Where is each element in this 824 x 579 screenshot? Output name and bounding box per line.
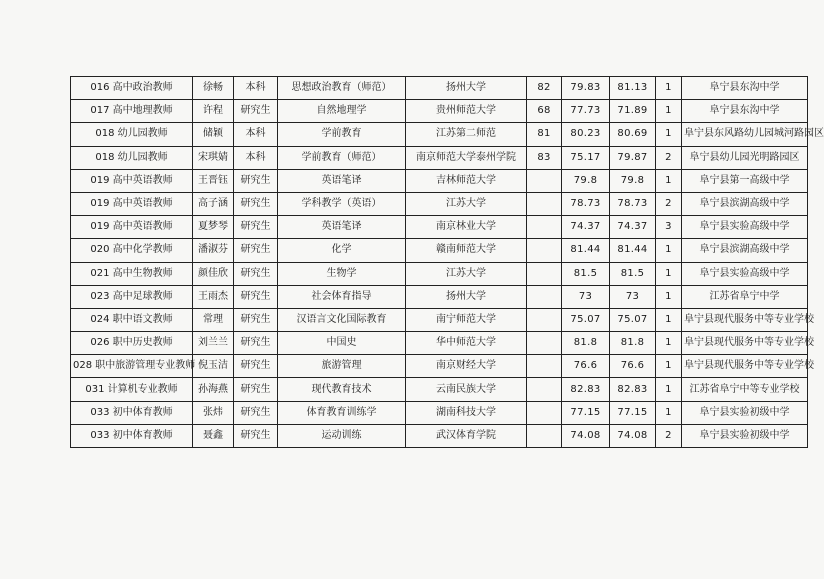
school-cell: 南宁师范大学	[406, 308, 527, 331]
school-cell: 南京财经大学	[406, 355, 527, 378]
degree-cell: 研究生	[234, 192, 278, 215]
written-score-cell: 81	[527, 123, 562, 146]
written-score-cell	[527, 378, 562, 401]
major-cell: 体育教育训练学	[278, 401, 406, 424]
interview-score-cell: 79.8	[562, 169, 610, 192]
written-score-cell: 68	[527, 100, 562, 123]
table-row	[71, 424, 808, 447]
name-cell: 宋琪婧	[193, 146, 234, 169]
major-cell: 现代教育技术	[278, 378, 406, 401]
written-score-cell	[527, 332, 562, 355]
interview-score-cell: 81.8	[562, 332, 610, 355]
assigned-unit-cell: 江苏省阜宁中学	[682, 285, 808, 308]
position-cell: 026 职中历史教师	[71, 332, 193, 355]
rank-cell: 1	[656, 308, 682, 331]
interview-score-cell: 76.6	[562, 355, 610, 378]
interview-score-cell: 77.15	[562, 401, 610, 424]
total-score-cell: 81.5	[610, 262, 656, 285]
degree-cell: 研究生	[234, 100, 278, 123]
name-cell: 张炜	[193, 401, 234, 424]
name-cell: 潘淑芬	[193, 239, 234, 262]
total-score-cell: 80.69	[610, 123, 656, 146]
interview-score-cell: 75.07	[562, 308, 610, 331]
degree-cell: 本科	[234, 123, 278, 146]
interview-score-cell: 74.37	[562, 216, 610, 239]
written-score-cell	[527, 355, 562, 378]
written-score-cell	[527, 169, 562, 192]
assigned-unit-cell: 阜宁县东沟中学	[682, 100, 808, 123]
major-cell: 自然地理学	[278, 100, 406, 123]
school-cell: 扬州大学	[406, 77, 527, 100]
interview-score-cell: 81.44	[562, 239, 610, 262]
table-row	[71, 169, 808, 192]
major-cell: 化学	[278, 239, 406, 262]
degree-cell: 研究生	[234, 262, 278, 285]
written-score-cell	[527, 285, 562, 308]
degree-cell: 研究生	[234, 239, 278, 262]
written-score-cell: 82	[527, 77, 562, 100]
rank-cell: 1	[656, 77, 682, 100]
school-cell: 贵州师范大学	[406, 100, 527, 123]
major-cell: 运动训练	[278, 424, 406, 447]
written-score-cell: 83	[527, 146, 562, 169]
interview-score-cell: 80.23	[562, 123, 610, 146]
major-cell: 英语笔译	[278, 169, 406, 192]
name-cell: 夏梦琴	[193, 216, 234, 239]
table-row	[71, 146, 808, 169]
written-score-cell	[527, 192, 562, 215]
rank-cell: 1	[656, 123, 682, 146]
degree-cell: 研究生	[234, 216, 278, 239]
assigned-unit-cell: 阜宁县幼儿园光明路园区	[682, 146, 808, 169]
position-cell: 019 高中英语教师	[71, 192, 193, 215]
degree-cell: 研究生	[234, 308, 278, 331]
rank-cell: 1	[656, 169, 682, 192]
total-score-cell: 77.15	[610, 401, 656, 424]
interview-score-cell: 79.83	[562, 77, 610, 100]
name-cell: 颜佳欣	[193, 262, 234, 285]
major-cell: 学科教学（英语）	[278, 192, 406, 215]
assigned-unit-cell: 阜宁县现代服务中等专业学校	[682, 355, 808, 378]
major-cell: 思想政治教育（师范）	[278, 77, 406, 100]
rank-cell: 2	[656, 192, 682, 215]
name-cell: 王雨杰	[193, 285, 234, 308]
rank-cell: 1	[656, 401, 682, 424]
school-cell: 江苏大学	[406, 262, 527, 285]
position-cell: 016 高中政治教师	[71, 77, 193, 100]
major-cell: 学前教育（师范）	[278, 146, 406, 169]
total-score-cell: 81.13	[610, 77, 656, 100]
major-cell: 学前教育	[278, 123, 406, 146]
major-cell: 旅游管理	[278, 355, 406, 378]
school-cell: 赣南师范大学	[406, 239, 527, 262]
interview-score-cell: 77.73	[562, 100, 610, 123]
total-score-cell: 73	[610, 285, 656, 308]
total-score-cell: 79.87	[610, 146, 656, 169]
table-body	[71, 77, 824, 448]
interview-score-cell: 73	[562, 285, 610, 308]
total-score-cell: 74.37	[610, 216, 656, 239]
assigned-unit-cell: 阜宁县实验高级中学	[682, 216, 808, 239]
rank-cell: 1	[656, 285, 682, 308]
position-cell: 020 高中化学教师	[71, 239, 193, 262]
rank-cell: 1	[656, 262, 682, 285]
table-row	[71, 285, 808, 308]
name-cell: 许程	[193, 100, 234, 123]
school-cell: 华中师范大学	[406, 332, 527, 355]
assigned-unit-cell: 阜宁县滨湖高级中学	[682, 239, 808, 262]
total-score-cell: 75.07	[610, 308, 656, 331]
name-cell: 高子涵	[193, 192, 234, 215]
degree-cell: 研究生	[234, 332, 278, 355]
school-cell: 江苏第二师范	[406, 123, 527, 146]
position-cell: 024 职中语文教师	[71, 308, 193, 331]
position-cell: 028 职中旅游管理专业教师	[71, 355, 193, 378]
degree-cell: 研究生	[234, 355, 278, 378]
table-row	[71, 378, 808, 401]
table-row	[71, 239, 808, 262]
total-score-cell: 76.6	[610, 355, 656, 378]
total-score-cell: 81.44	[610, 239, 656, 262]
rank-cell: 1	[656, 378, 682, 401]
interview-score-cell: 75.17	[562, 146, 610, 169]
assigned-unit-cell: 阜宁县滨湖高级中学	[682, 192, 808, 215]
table-row	[71, 77, 808, 100]
written-score-cell	[527, 239, 562, 262]
table-row	[71, 192, 808, 215]
rank-cell: 2	[656, 146, 682, 169]
assigned-unit-cell: 江苏省阜宁中等专业学校	[682, 378, 808, 401]
total-score-cell: 82.83	[610, 378, 656, 401]
position-cell: 018 幼儿园教师	[71, 123, 193, 146]
name-cell: 刘兰兰	[193, 332, 234, 355]
total-score-cell: 74.08	[610, 424, 656, 447]
written-score-cell	[527, 401, 562, 424]
major-cell: 生物学	[278, 262, 406, 285]
position-cell: 018 幼儿园教师	[71, 146, 193, 169]
school-cell: 扬州大学	[406, 285, 527, 308]
total-score-cell: 78.73	[610, 192, 656, 215]
written-score-cell	[527, 308, 562, 331]
position-cell: 017 高中地理教师	[71, 100, 193, 123]
school-cell: 武汉体育学院	[406, 424, 527, 447]
position-cell: 021 高中生物教师	[71, 262, 193, 285]
degree-cell: 研究生	[234, 169, 278, 192]
table-row	[71, 262, 808, 285]
position-cell: 019 高中英语教师	[71, 216, 193, 239]
assigned-unit-cell: 阜宁县第一高级中学	[682, 169, 808, 192]
name-cell: 聂鑫	[193, 424, 234, 447]
assigned-unit-cell: 阜宁县现代服务中等专业学校	[682, 332, 808, 355]
table-row	[71, 355, 808, 378]
rank-cell: 1	[656, 332, 682, 355]
written-score-cell	[527, 262, 562, 285]
assigned-unit-cell: 阜宁县东风路幼儿园城河路园区	[682, 123, 808, 146]
rank-cell: 1	[656, 239, 682, 262]
degree-cell: 研究生	[234, 424, 278, 447]
rank-cell: 2	[656, 424, 682, 447]
school-cell: 吉林师范大学	[406, 169, 527, 192]
position-cell: 019 高中英语教师	[71, 169, 193, 192]
name-cell: 徐畅	[193, 77, 234, 100]
rank-cell: 1	[656, 355, 682, 378]
name-cell: 王晋钰	[193, 169, 234, 192]
degree-cell: 研究生	[234, 401, 278, 424]
school-cell: 南京师范大学泰州学院	[406, 146, 527, 169]
rank-cell: 3	[656, 216, 682, 239]
major-cell: 汉语言文化国际教育	[278, 308, 406, 331]
rank-cell: 1	[656, 100, 682, 123]
degree-cell: 研究生	[234, 378, 278, 401]
school-cell: 湖南科技大学	[406, 401, 527, 424]
major-cell: 英语笔译	[278, 216, 406, 239]
assigned-unit-cell: 阜宁县实验初级中学	[682, 424, 808, 447]
major-cell: 中国史	[278, 332, 406, 355]
assigned-unit-cell: 阜宁县现代服务中等专业学校	[682, 308, 808, 331]
degree-cell: 本科	[234, 146, 278, 169]
degree-cell: 本科	[234, 77, 278, 100]
name-cell: 储颖	[193, 123, 234, 146]
table-row	[71, 216, 808, 239]
interview-score-cell: 78.73	[562, 192, 610, 215]
assigned-unit-cell: 阜宁县东沟中学	[682, 77, 808, 100]
total-score-cell: 79.8	[610, 169, 656, 192]
assigned-unit-cell: 阜宁县实验高级中学	[682, 262, 808, 285]
table-row	[71, 100, 808, 123]
table-row	[71, 308, 808, 331]
interview-score-cell: 82.83	[562, 378, 610, 401]
school-cell: 江苏大学	[406, 192, 527, 215]
position-cell: 031 计算机专业教师	[71, 378, 193, 401]
name-cell: 常理	[193, 308, 234, 331]
name-cell: 孙海燕	[193, 378, 234, 401]
written-score-cell	[527, 216, 562, 239]
assigned-unit-cell: 阜宁县实验初级中学	[682, 401, 808, 424]
recruitment-results-table	[70, 76, 824, 448]
position-cell: 023 高中足球教师	[71, 285, 193, 308]
degree-cell: 研究生	[234, 285, 278, 308]
interview-score-cell: 74.08	[562, 424, 610, 447]
school-cell: 云南民族大学	[406, 378, 527, 401]
total-score-cell: 71.89	[610, 100, 656, 123]
table-row	[71, 123, 808, 146]
table-row	[71, 401, 808, 424]
position-cell: 033 初中体育教师	[71, 424, 193, 447]
position-cell: 033 初中体育教师	[71, 401, 193, 424]
interview-score-cell: 81.5	[562, 262, 610, 285]
written-score-cell	[527, 424, 562, 447]
table-row	[71, 332, 808, 355]
name-cell: 倪玉洁	[193, 355, 234, 378]
major-cell: 社会体育指导	[278, 285, 406, 308]
total-score-cell: 81.8	[610, 332, 656, 355]
school-cell: 南京林业大学	[406, 216, 527, 239]
